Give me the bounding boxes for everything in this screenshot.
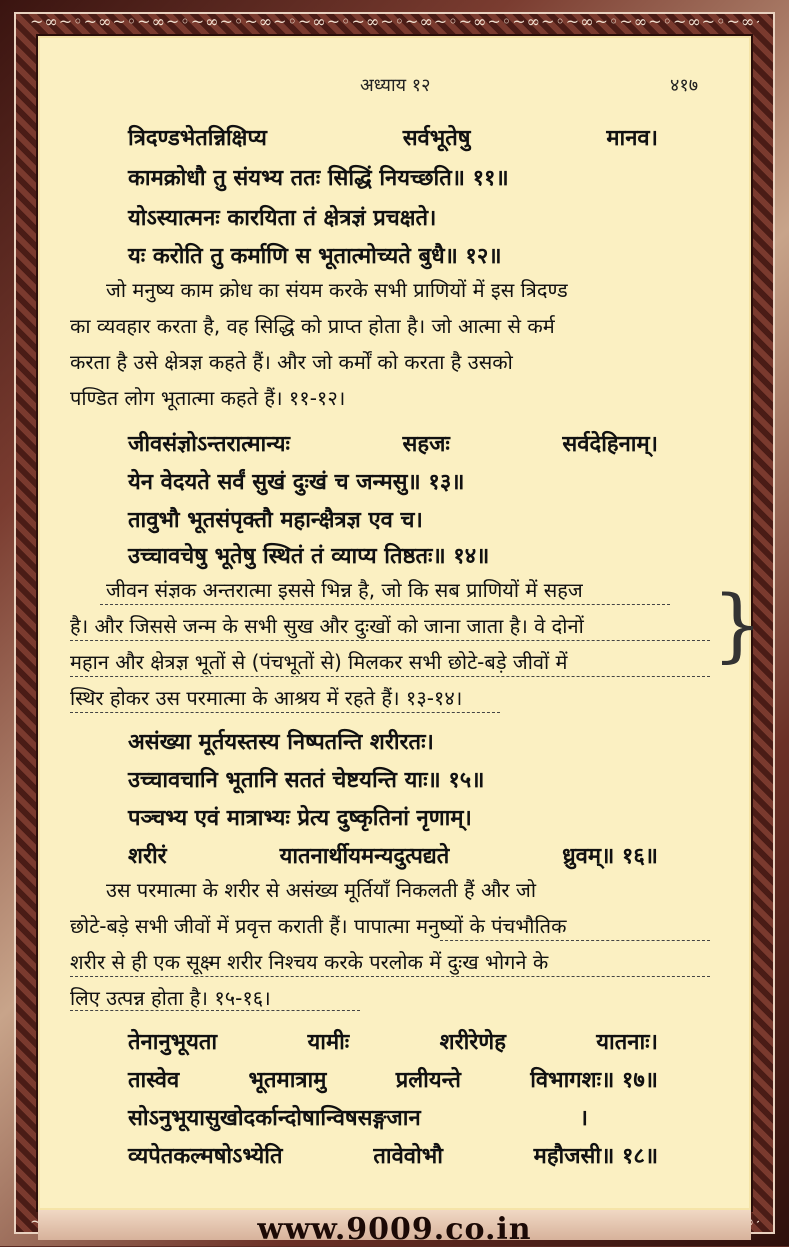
verse-line [128, 466, 658, 496]
prose-line: जो मनुष्य काम क्रोध का संयम करके सभी प्राणियों में इस त्रिदण्ड [70, 272, 712, 308]
prose-line: शरीर से ही एक सूक्ष्म शरीर निश्चय करके परलोक में दुःख भोगने के [70, 944, 712, 980]
verse-word: ध्रुवम्॥ १६॥ [562, 840, 658, 870]
verse-word: त्रिदण्डभेतन्निक्षिप्य [128, 122, 267, 152]
handwritten-underline [70, 640, 710, 641]
verse-line [128, 428, 658, 458]
prose-line: स्थिर होकर उस परमात्मा के आश्रय में रहते हैं। १३-१४। [70, 680, 712, 716]
handwritten-underline [100, 604, 670, 605]
verse-word: पञ्चभ्य एवं मात्राभ्यः प्रेत्य दुष्कृतिनां नृणाम्। [128, 802, 472, 832]
verse-line [128, 1064, 658, 1094]
verse-word: शरीरं [128, 840, 167, 870]
verse-word: यः करोति तु कर्माणि स भूतात्मोच्यते बुधै॥ १२॥ [128, 240, 502, 270]
verse-word: तावेवोभौ [373, 1140, 443, 1170]
verse-word: शरीरेणेह [440, 1026, 506, 1056]
verse-line [128, 1026, 658, 1056]
verse-word: तेनानुभूयता [128, 1026, 217, 1056]
prose-line: जीवन संज्ञक अन्तरात्मा इससे भिन्न है, जो कि सब प्राणियों में सहज [70, 572, 712, 608]
page-number: ४१७ [670, 73, 698, 97]
translation-paragraph [70, 272, 712, 416]
verse-word: सहजः [403, 428, 450, 458]
verse-word: सर्वदेहिनाम्। [562, 428, 658, 458]
verse-word: प्रलीयन्ते [396, 1064, 461, 1094]
verse-word: योऽस्यात्मनः कारयिता तं क्षेत्रज्ञं प्रचक्षते। [128, 202, 436, 232]
prose-line: पण्डित लोग भूतात्मा कहते हैं। ११-१२। [70, 380, 712, 416]
handwritten-underline [440, 940, 710, 941]
verse-word: विभागशः॥ १७॥ [530, 1064, 658, 1094]
handwritten-underline [70, 976, 710, 977]
translation-paragraph [70, 872, 712, 1016]
handwritten-underline [70, 712, 500, 713]
verse-line [128, 202, 658, 232]
verse-word: तास्वेव [128, 1064, 179, 1094]
verse-line [128, 840, 658, 870]
verse-word: असंख्या मूर्तयस्तस्य निष्पतन्ति शरीरतः। [128, 726, 434, 756]
verse-word: भूतमात्रामु [249, 1064, 327, 1094]
prose-line: करता है उसे क्षेत्रज्ञ कहते हैं। और जो कर्मों को करता है उसको [70, 344, 712, 380]
verse-word: येन वेदयते सर्वं सुखं दुःखं च जन्मसु॥ १३॥ [128, 466, 464, 496]
verse-word: तावुभौ भूतसंपृक्तौ महान्क्षैत्रज्ञ एव च। [128, 504, 423, 534]
verse-line [128, 162, 658, 192]
verse-word: यातनाः। [596, 1026, 658, 1056]
verse-line [128, 726, 658, 756]
verse-word: व्यपेतकल्मषोऽभ्येति [128, 1140, 283, 1170]
translation-paragraph [70, 572, 712, 716]
verse-word: उच्चावचेषु भूतेषु स्थितं तं व्याप्य तिष्ठतः॥ १४॥ [128, 540, 489, 570]
prose-line: है। और जिससे जन्म के सभी सुख और दुःखों को जाना जाता है। वे दोनों [70, 608, 712, 644]
verse-word: सोऽनुभूयासुखोदर्कान्दोषान्विषसङ्गजान [128, 1102, 421, 1132]
prose-line: उस परमात्मा के शरीर से असंख्य मूर्तियाँ निकलती हैं और जो [70, 872, 712, 908]
chapter-heading: अध्याय १२ [360, 73, 431, 97]
handwritten-underline [70, 676, 710, 677]
website-link[interactable]: www.9009.co.in [0, 1212, 789, 1247]
verse-line [128, 802, 658, 832]
verse-line [128, 1140, 658, 1170]
verse-line [128, 764, 658, 794]
verse-line [128, 122, 658, 152]
handwritten-underline [70, 1010, 360, 1011]
verse-line [128, 1102, 588, 1132]
prose-line: छोटे-बड़े सभी जीवों में प्रवृत्त कराती हैं। पापात्मा मनुष्यों के पंचभौतिक [70, 908, 712, 944]
verse-word: मानव। [606, 122, 658, 152]
verse-word: उच्चावचानि भूतानि सततं चेष्टयन्ति याः॥ १५॥ [128, 764, 484, 794]
verse-line [128, 240, 658, 270]
verse-line [128, 504, 658, 534]
verse-word: महौजसी॥ १८॥ [534, 1140, 658, 1170]
verse-word: जीवसंज्ञोऽन्तरात्मान्यः [128, 428, 290, 458]
prose-line: महान और क्षेत्रज्ञ भूतों से (पंचभूतों से) मिलकर सभी छोटे-बड़े जीवों में [70, 644, 712, 680]
verse-word: यातनार्थीयमन्यदुत्पद्यते [280, 840, 450, 870]
prose-line: लिए उत्पन्न होता है। १५-१६। [70, 980, 712, 1016]
verse-word: कामक्रोधौ तु संयभ्य ततः सिद्धिं नियच्छति॥ ११॥ [128, 162, 509, 192]
top-ornament: ~∞~◦~∞~◦~∞~◦~∞~◦~∞~◦~∞~◦~∞~◦~∞~◦~∞~◦~∞~◦~∞~◦~∞~◦~∞~◦~∞ [30, 12, 759, 34]
verse-word: । [580, 1102, 588, 1132]
verse-word: यामीः [308, 1026, 350, 1056]
verse-word: सर्वभूतेषु [403, 122, 471, 152]
verse-line [128, 540, 658, 570]
handwritten-brace: } [712, 578, 763, 671]
prose-line: का व्यवहार करता है, वह सिद्धि को प्राप्त होता है। जो आत्मा से कर्म [70, 308, 712, 344]
